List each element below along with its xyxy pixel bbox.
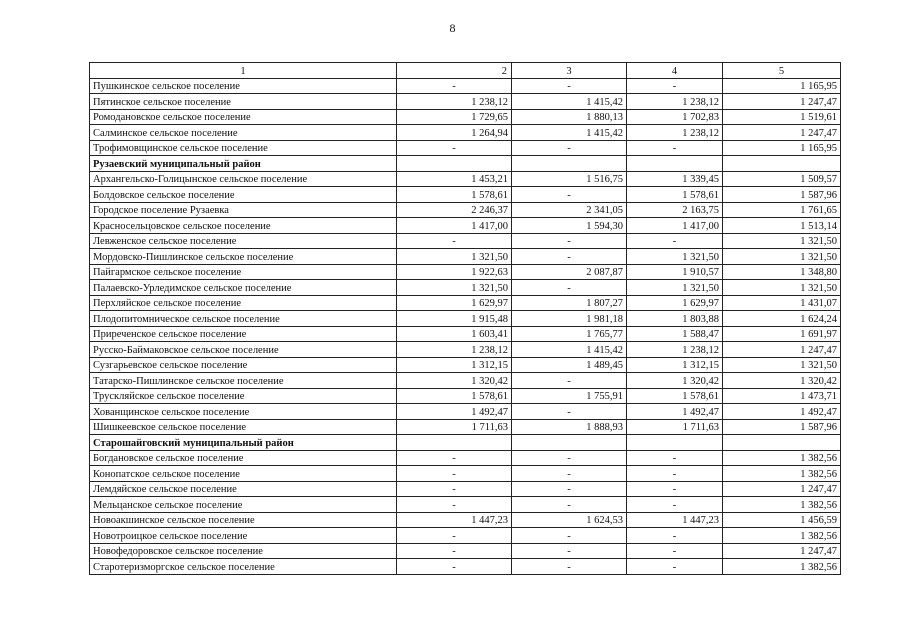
value-cell-col-4: -	[627, 559, 723, 575]
table-row	[90, 171, 841, 187]
value-cell-col-4: 1 588,47	[627, 326, 723, 342]
value-cell-col-3: 1 489,45	[512, 357, 627, 373]
settlement-name-cell: Пушкинское сельское поселение	[90, 78, 397, 94]
value-cell-col-5: 1 320,42	[723, 373, 841, 389]
settlement-name-cell: Болдовское сельское поселение	[90, 187, 397, 203]
table-row	[90, 404, 841, 420]
value-cell-col-4: -	[627, 543, 723, 559]
value-cell-col-4: -	[627, 481, 723, 497]
table-row	[90, 218, 841, 234]
table-row	[90, 109, 841, 125]
district-name-cell: Старошайговский муниципальный район	[90, 435, 397, 451]
value-cell-col-5: 1 247,47	[723, 481, 841, 497]
tariff-table	[89, 62, 841, 575]
value-cell-col-5: 1 382,56	[723, 528, 841, 544]
value-cell-col-5: 1 247,47	[723, 94, 841, 110]
value-cell-col-2: 1 238,12	[397, 94, 512, 110]
value-cell-col-5: 1 382,56	[723, 450, 841, 466]
value-cell-col-3: 1 880,13	[512, 109, 627, 125]
column-header-3: 3	[512, 63, 627, 79]
value-cell-col-3: -	[512, 404, 627, 420]
value-cell-col-4: 1 702,83	[627, 109, 723, 125]
value-cell-col-4	[627, 435, 723, 451]
settlement-name-cell: Сузгарьевское сельское поселение	[90, 357, 397, 373]
column-header-1: 1	[90, 63, 397, 79]
settlement-name-cell: Старотеризморгское сельское поселение	[90, 559, 397, 575]
value-cell-col-2: 1 729,65	[397, 109, 512, 125]
value-cell-col-5: 1 513,14	[723, 218, 841, 234]
table-row	[90, 466, 841, 482]
value-cell-col-3: 1 807,27	[512, 295, 627, 311]
value-cell-col-3: 1 415,42	[512, 125, 627, 141]
value-cell-col-2	[397, 435, 512, 451]
value-cell-col-5	[723, 435, 841, 451]
value-cell-col-4: 1 803,88	[627, 311, 723, 327]
settlement-name-cell: Мордовско-Пишлинское сельское поселение	[90, 249, 397, 265]
value-cell-col-2: 1 922,63	[397, 264, 512, 280]
value-cell-col-4: 1 910,57	[627, 264, 723, 280]
table-row	[90, 342, 841, 358]
settlement-name-cell: Татарско-Пишлинское сельское поселение	[90, 373, 397, 389]
settlement-name-cell: Мельцанское сельское поселение	[90, 497, 397, 513]
value-cell-col-4: -	[627, 140, 723, 156]
value-cell-col-3: -	[512, 543, 627, 559]
value-cell-col-4	[627, 156, 723, 172]
value-cell-col-2: 1 321,50	[397, 280, 512, 296]
value-cell-col-3: -	[512, 373, 627, 389]
value-cell-col-2: 1 320,42	[397, 373, 512, 389]
column-header-5: 5	[723, 63, 841, 79]
value-cell-col-2: 1 238,12	[397, 342, 512, 358]
value-cell-col-2: 1 447,23	[397, 512, 512, 528]
value-cell-col-4: 2 163,75	[627, 202, 723, 218]
value-cell-col-2: -	[397, 140, 512, 156]
value-cell-col-5: 1 247,47	[723, 342, 841, 358]
table-row	[90, 311, 841, 327]
value-cell-col-5: 1 247,47	[723, 543, 841, 559]
value-cell-col-4: 1 578,61	[627, 187, 723, 203]
value-cell-col-2: 1 629,97	[397, 295, 512, 311]
table-row	[90, 202, 841, 218]
table-row	[90, 125, 841, 141]
district-name-cell: Рузаевский муниципальный район	[90, 156, 397, 172]
value-cell-col-4: 1 320,42	[627, 373, 723, 389]
value-cell-col-2: 1 915,48	[397, 311, 512, 327]
table-row	[90, 187, 841, 203]
value-cell-col-3: -	[512, 233, 627, 249]
table-row	[90, 559, 841, 575]
value-cell-col-2: -	[397, 233, 512, 249]
settlement-name-cell: Архангельско-Голицынское сельское поселение	[90, 171, 397, 187]
settlement-name-cell: Трускляйское сельское поселение	[90, 388, 397, 404]
table-row	[90, 481, 841, 497]
value-cell-col-5: 1 473,71	[723, 388, 841, 404]
value-cell-col-4: -	[627, 233, 723, 249]
value-cell-col-5: 1 321,50	[723, 357, 841, 373]
value-cell-col-2: -	[397, 466, 512, 482]
value-cell-col-3: 1 888,93	[512, 419, 627, 435]
value-cell-col-4: -	[627, 497, 723, 513]
table-row	[90, 326, 841, 342]
value-cell-col-3: -	[512, 280, 627, 296]
value-cell-col-3	[512, 156, 627, 172]
value-cell-col-5: 1 761,65	[723, 202, 841, 218]
value-cell-col-5: 1 382,56	[723, 559, 841, 575]
value-cell-col-3: 1 755,91	[512, 388, 627, 404]
value-cell-col-2: 1 578,61	[397, 187, 512, 203]
value-cell-col-5: 1 456,59	[723, 512, 841, 528]
column-header-2: 2	[397, 63, 512, 79]
value-cell-col-3	[512, 435, 627, 451]
value-cell-col-3: 1 624,53	[512, 512, 627, 528]
value-cell-col-5: 1 587,96	[723, 187, 841, 203]
value-cell-col-4: 1 339,45	[627, 171, 723, 187]
value-cell-col-4: 1 447,23	[627, 512, 723, 528]
settlement-name-cell: Конопатское сельское поселение	[90, 466, 397, 482]
table-row	[90, 357, 841, 373]
value-cell-col-2: 1 492,47	[397, 404, 512, 420]
table-row	[90, 543, 841, 559]
value-cell-col-5: 1 165,95	[723, 140, 841, 156]
value-cell-col-3: -	[512, 481, 627, 497]
value-cell-col-5: 1 492,47	[723, 404, 841, 420]
table-row	[90, 388, 841, 404]
value-cell-col-3: -	[512, 497, 627, 513]
settlement-name-cell: Новоакшинское сельское поселение	[90, 512, 397, 528]
value-cell-col-5: 1 431,07	[723, 295, 841, 311]
value-cell-col-4: 1 629,97	[627, 295, 723, 311]
value-cell-col-2: -	[397, 559, 512, 575]
value-cell-col-5: 1 321,50	[723, 233, 841, 249]
table-row	[90, 295, 841, 311]
value-cell-col-5: 1 247,47	[723, 125, 841, 141]
value-cell-col-2: 1 578,61	[397, 388, 512, 404]
value-cell-col-5	[723, 156, 841, 172]
value-cell-col-3: -	[512, 78, 627, 94]
value-cell-col-4: -	[627, 450, 723, 466]
table-row	[90, 450, 841, 466]
value-cell-col-5: 1 382,56	[723, 497, 841, 513]
value-cell-col-5: 1 587,96	[723, 419, 841, 435]
value-cell-col-3: -	[512, 528, 627, 544]
table-body	[90, 63, 841, 575]
value-cell-col-4: 1 321,50	[627, 280, 723, 296]
settlement-name-cell: Перхляйское сельское поселение	[90, 295, 397, 311]
value-cell-col-4: -	[627, 466, 723, 482]
settlement-name-cell: Левженское сельское поселение	[90, 233, 397, 249]
settlement-name-cell: Шишкеевское сельское поселение	[90, 419, 397, 435]
value-cell-col-2: 1 603,41	[397, 326, 512, 342]
value-cell-col-4: 1 321,50	[627, 249, 723, 265]
value-cell-col-2: 1 711,63	[397, 419, 512, 435]
value-cell-col-3: -	[512, 450, 627, 466]
value-cell-col-4: 1 492,47	[627, 404, 723, 420]
value-cell-col-4: 1 238,12	[627, 342, 723, 358]
table-row	[90, 512, 841, 528]
value-cell-col-5: 1 321,50	[723, 249, 841, 265]
value-cell-col-5: 1 348,80	[723, 264, 841, 280]
settlement-name-cell: Богдановское сельское поселение	[90, 450, 397, 466]
settlement-name-cell: Лемдяйское сельское поселение	[90, 481, 397, 497]
settlement-name-cell: Новотроицкое сельское поселение	[90, 528, 397, 544]
value-cell-col-2: -	[397, 481, 512, 497]
settlement-name-cell: Хованщинское сельское поселение	[90, 404, 397, 420]
value-cell-col-5: 1 321,50	[723, 280, 841, 296]
settlement-name-cell: Русско-Баймаковское сельское поселение	[90, 342, 397, 358]
value-cell-col-3: -	[512, 249, 627, 265]
value-cell-col-3: -	[512, 466, 627, 482]
value-cell-col-5: 1 165,95	[723, 78, 841, 94]
value-cell-col-2: -	[397, 450, 512, 466]
value-cell-col-5: 1 509,57	[723, 171, 841, 187]
value-cell-col-2: -	[397, 497, 512, 513]
value-cell-col-3: 2 087,87	[512, 264, 627, 280]
value-cell-col-4: 1 312,15	[627, 357, 723, 373]
value-cell-col-3: 1 594,30	[512, 218, 627, 234]
value-cell-col-2: 1 417,00	[397, 218, 512, 234]
value-cell-col-3: 1 981,18	[512, 311, 627, 327]
table-row	[90, 373, 841, 389]
settlement-name-cell: Салминское сельское поселение	[90, 125, 397, 141]
value-cell-col-3: -	[512, 187, 627, 203]
settlement-name-cell: Новофедоровское сельское поселение	[90, 543, 397, 559]
settlement-name-cell: Красносельцовское сельское поселение	[90, 218, 397, 234]
table-row	[90, 280, 841, 296]
value-cell-col-2: -	[397, 543, 512, 559]
settlement-name-cell: Пятинское сельское поселение	[90, 94, 397, 110]
settlement-name-cell: Ромодановское сельское поселение	[90, 109, 397, 125]
value-cell-col-3: -	[512, 559, 627, 575]
value-cell-col-3: 2 341,05	[512, 202, 627, 218]
settlement-name-cell: Городское поселение Рузаевка	[90, 202, 397, 218]
value-cell-col-4: 1 238,12	[627, 125, 723, 141]
settlement-name-cell: Трофимовщинское сельское поселение	[90, 140, 397, 156]
value-cell-col-2: 1 321,50	[397, 249, 512, 265]
value-cell-col-2: -	[397, 78, 512, 94]
settlement-name-cell: Приреченское сельское поселение	[90, 326, 397, 342]
value-cell-col-4: 1 578,61	[627, 388, 723, 404]
table-row	[90, 497, 841, 513]
table-header-row	[90, 63, 841, 79]
value-cell-col-5: 1 624,24	[723, 311, 841, 327]
value-cell-col-4: 1 711,63	[627, 419, 723, 435]
table-row	[90, 94, 841, 110]
value-cell-col-5: 1 519,61	[723, 109, 841, 125]
value-cell-col-5: 1 691,97	[723, 326, 841, 342]
value-cell-col-4: -	[627, 78, 723, 94]
table-row	[90, 233, 841, 249]
value-cell-col-4: 1 417,00	[627, 218, 723, 234]
table-row	[90, 249, 841, 265]
section-header-row	[90, 156, 841, 172]
table-row	[90, 528, 841, 544]
column-header-4: 4	[627, 63, 723, 79]
settlement-name-cell: Плодопитомническое сельское поселение	[90, 311, 397, 327]
value-cell-col-4: 1 238,12	[627, 94, 723, 110]
section-header-row	[90, 435, 841, 451]
value-cell-col-3: 1 516,75	[512, 171, 627, 187]
value-cell-col-2: 1 312,15	[397, 357, 512, 373]
value-cell-col-4: -	[627, 528, 723, 544]
value-cell-col-2: 1 264,94	[397, 125, 512, 141]
value-cell-col-3: 1 765,77	[512, 326, 627, 342]
value-cell-col-2: 1 453,21	[397, 171, 512, 187]
value-cell-col-3: -	[512, 140, 627, 156]
settlement-name-cell: Палаевско-Урледимское сельское поселение	[90, 280, 397, 296]
page-number: 8	[449, 21, 456, 35]
value-cell-col-3: 1 415,42	[512, 342, 627, 358]
table-row	[90, 419, 841, 435]
table-row	[90, 140, 841, 156]
value-cell-col-2: 2 246,37	[397, 202, 512, 218]
value-cell-col-2	[397, 156, 512, 172]
table-row	[90, 78, 841, 94]
value-cell-col-2: -	[397, 528, 512, 544]
value-cell-col-3: 1 415,42	[512, 94, 627, 110]
value-cell-col-5: 1 382,56	[723, 466, 841, 482]
settlement-name-cell: Пайгармское сельское поселение	[90, 264, 397, 280]
table-row	[90, 264, 841, 280]
